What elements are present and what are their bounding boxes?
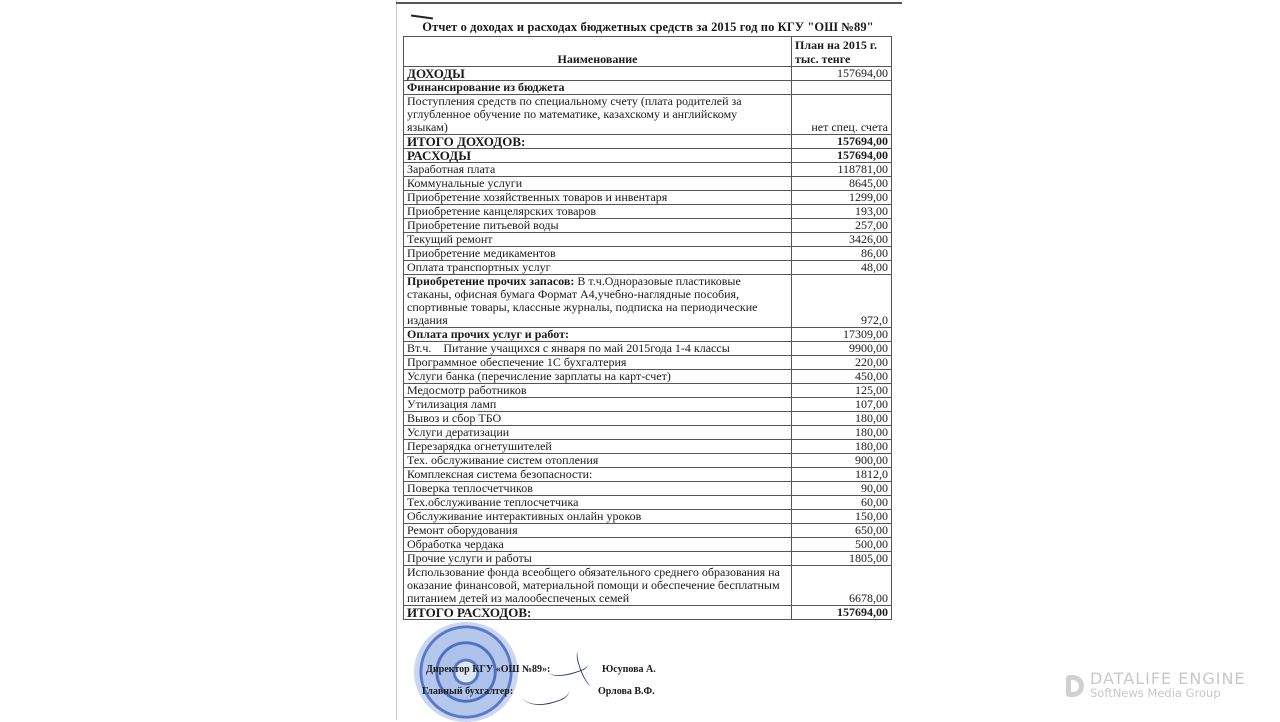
row-name: РАСХОДЫ — [404, 149, 792, 163]
row-value: 180,00 — [792, 440, 892, 454]
header-name: Наименование — [404, 37, 792, 67]
row-value: 60,00 — [792, 496, 892, 510]
row-name — [404, 275, 792, 328]
table-row — [404, 191, 892, 205]
row-name: Приобретение канцелярских товаров — [404, 205, 792, 219]
row-value: 157694,00 — [792, 606, 892, 620]
row-value: 118781,00 — [792, 163, 892, 177]
row-value: 17309,00 — [792, 328, 892, 342]
table-row — [404, 233, 892, 247]
table-row-expenses — [404, 149, 892, 163]
row-value: 500,00 — [792, 538, 892, 552]
row-prefix: Вт.ч. — [407, 341, 432, 355]
row-value: 9900,00 — [792, 342, 892, 356]
row-value: 3426,00 — [792, 233, 892, 247]
table-row — [404, 524, 892, 538]
row-value: 6678,00 — [792, 566, 892, 606]
row-name: Обслуживание интерактивных онлайн уроков — [404, 510, 792, 524]
row-name: Финансирование из бюджета — [404, 81, 792, 95]
row-name: ИТОГО ДОХОДОВ: — [404, 135, 792, 149]
row-name: ДОХОДЫ — [404, 67, 792, 81]
row-value: 1299,00 — [792, 191, 892, 205]
table-row — [404, 342, 892, 356]
table-row — [404, 370, 892, 384]
row-name: Обработка чердака — [404, 538, 792, 552]
table-row — [404, 95, 892, 135]
row-name: Услуги банка (перечисление зарплаты на карт-счет) — [404, 370, 792, 384]
table-row — [404, 496, 892, 510]
page-top-border — [396, 2, 902, 4]
watermark-text — [1090, 671, 1246, 700]
director-label: Директор КГУ «ОШ №89»: — [426, 664, 551, 675]
row-name: Поверка теплосчетчиков — [404, 482, 792, 496]
row-name: Приобретение медикаментов — [404, 247, 792, 261]
table-row — [404, 454, 892, 468]
table-row — [404, 482, 892, 496]
header-plan-line2: тыс. тенге — [795, 52, 851, 66]
row-name: Поступления средств по специальному счету (плата родителей за углубленное обучение по математике, казахскому и английскому языкам) — [404, 95, 792, 135]
row-name: Тех. обслуживание систем отопления — [404, 454, 792, 468]
accountant-label: Главный бухгалтер: — [422, 686, 514, 697]
row-name: Медосмотр работников — [404, 384, 792, 398]
table-row — [404, 261, 892, 275]
table-row — [404, 275, 892, 328]
row-value: 150,00 — [792, 510, 892, 524]
table-row — [404, 384, 892, 398]
row-value: 1812,0 — [792, 468, 892, 482]
row-name: Оплата транспортных услуг — [404, 261, 792, 275]
row-name: Перезарядка огнетушителей — [404, 440, 792, 454]
row-name: Ремонт оборудования — [404, 524, 792, 538]
row-name-bold: Приобретение прочих запасов: — [407, 274, 575, 288]
table-row — [404, 412, 892, 426]
row-value: 90,00 — [792, 482, 892, 496]
datalife-watermark — [1066, 671, 1246, 700]
header-plan-line1: План на 2015 г. — [795, 38, 877, 52]
table-row — [404, 510, 892, 524]
table-row — [404, 163, 892, 177]
row-name: Услуги дератизации — [404, 426, 792, 440]
table-row — [404, 468, 892, 482]
row-name: Прочие услуги и работы — [404, 552, 792, 566]
row-value: 8645,00 — [792, 177, 892, 191]
table-row — [404, 426, 892, 440]
report-title: Отчет о доходах и расходах бюджетных средств за 2015 год по КГУ "ОШ №89" — [422, 20, 874, 34]
row-name: ИТОГО РАСХОДОВ: — [404, 606, 792, 620]
table-row-total-income — [404, 135, 892, 149]
table-row — [404, 81, 892, 95]
table-row — [404, 398, 892, 412]
row-value: 157694,00 — [792, 67, 892, 81]
row-value: 972,0 — [792, 275, 892, 328]
row-name: Использование фонда всеобщего обязательного среднего образования на оказание финансовой, материальной помощи и обеспечение бесплатным питанием детей из малообеспеченых семей — [404, 566, 792, 606]
table-row — [404, 356, 892, 370]
budget-report-table — [403, 36, 892, 620]
table-row — [404, 219, 892, 233]
row-name: Комплексная система безопасности: — [404, 468, 792, 482]
row-name: Программное обеспечение 1С бухгалтерия — [404, 356, 792, 370]
row-name: Тех.обслуживание теплосчетчика — [404, 496, 792, 510]
watermark-subtitle: SoftNews Media Group — [1090, 686, 1221, 700]
row-value: 180,00 — [792, 426, 892, 440]
row-name: Оплата прочих услуг и работ: — [404, 328, 792, 342]
row-name: Утилизация ламп — [404, 398, 792, 412]
row-name: Приобретение хозяйственных товаров и инвентаря — [404, 191, 792, 205]
row-value: 193,00 — [792, 205, 892, 219]
table-header-row — [404, 37, 892, 67]
table-row — [404, 247, 892, 261]
row-name-text: Питание учащихся с января по май 2015года 1-4 классы — [443, 341, 730, 355]
watermark-title: DATALIFE ENGINE — [1090, 669, 1246, 688]
table-row-other-services — [404, 328, 892, 342]
table-row — [404, 177, 892, 191]
row-name-detail: В т.ч.Одноразовые пластиковые стаканы, офисная бумага Формат А4,учебно-наглядные пособия, спортивные товары, классные журналы, подписка на периодические издания — [407, 274, 758, 327]
header-plan — [792, 37, 892, 67]
row-value: 157694,00 — [792, 135, 892, 149]
row-value: 48,00 — [792, 261, 892, 275]
row-value: 220,00 — [792, 356, 892, 370]
table-row — [404, 440, 892, 454]
table-row — [404, 566, 892, 606]
accountant-name: Орлова В.Ф. — [598, 686, 655, 697]
row-name — [404, 342, 792, 356]
row-value: 125,00 — [792, 384, 892, 398]
row-name: Приобретение питьевой воды — [404, 219, 792, 233]
table-row-income — [404, 67, 892, 81]
row-value: 450,00 — [792, 370, 892, 384]
row-value: 257,00 — [792, 219, 892, 233]
datalife-logo-icon — [1066, 675, 1084, 697]
row-value: нет спец. счета — [792, 95, 892, 135]
table-row — [404, 538, 892, 552]
row-name: Коммунальные услуги — [404, 177, 792, 191]
row-value: 650,00 — [792, 524, 892, 538]
row-name: Вывоз и сбор ТБО — [404, 412, 792, 426]
row-value: 900,00 — [792, 454, 892, 468]
table-row-total-expenses — [404, 606, 892, 620]
table-row — [404, 552, 892, 566]
row-name: Заработная плата — [404, 163, 792, 177]
row-value: 180,00 — [792, 412, 892, 426]
row-value: 86,00 — [792, 247, 892, 261]
row-value: 157694,00 — [792, 149, 892, 163]
row-value: 107,00 — [792, 398, 892, 412]
director-name: Юсупова А. — [602, 664, 656, 675]
row-name: Текущий ремонт — [404, 233, 792, 247]
row-value — [792, 81, 892, 95]
table-row — [404, 205, 892, 219]
row-value: 1805,00 — [792, 552, 892, 566]
